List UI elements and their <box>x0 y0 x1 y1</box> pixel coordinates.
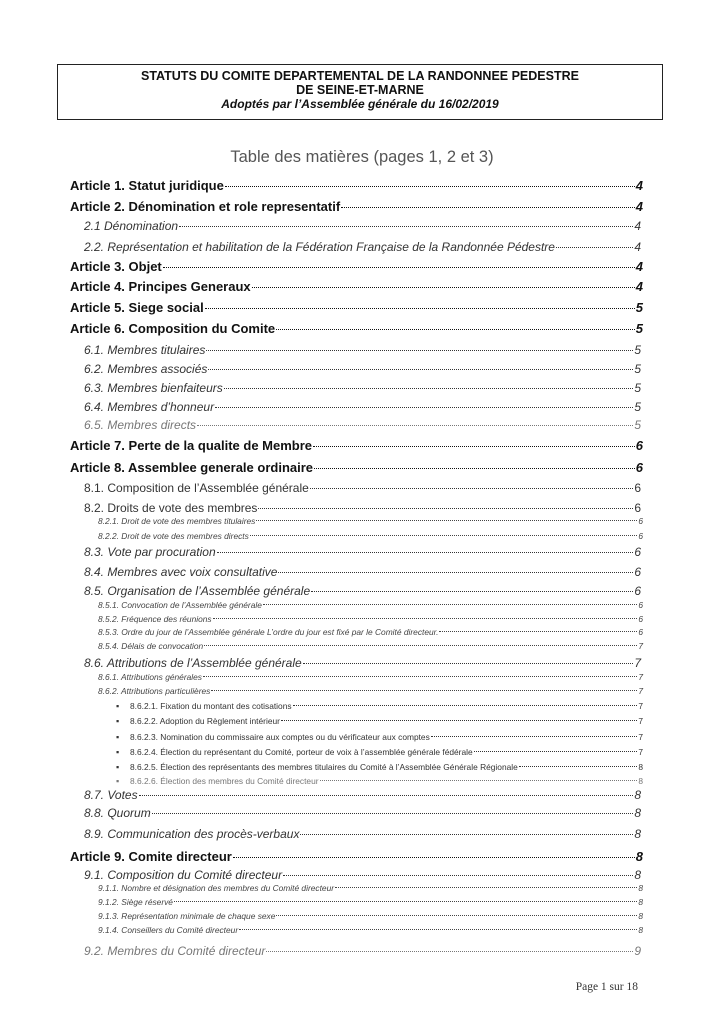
toc-entry-page: 8 <box>634 827 641 841</box>
dot-leader <box>204 645 637 646</box>
toc-entry[interactable] <box>70 279 643 294</box>
dot-leader <box>233 857 635 858</box>
toc-entry-page: 8 <box>634 806 641 820</box>
toc-entry-page: 6 <box>634 501 641 515</box>
toc-entry-page: 8 <box>638 925 643 935</box>
bullet-icon: ▪ <box>116 732 120 742</box>
dot-leader <box>197 425 633 426</box>
toc-entry-page: 8 <box>634 788 641 802</box>
toc-entry-page: 5 <box>634 362 641 376</box>
toc-entry[interactable] <box>98 516 643 526</box>
toc-entry-page: 8 <box>638 883 643 893</box>
toc-entry[interactable] <box>70 849 643 864</box>
toc-entry[interactable] <box>84 868 641 882</box>
toc-entry-title: 8.5.2. Fréquence des réunions <box>98 614 212 624</box>
dot-leader <box>293 705 638 706</box>
dot-leader <box>439 631 637 632</box>
dot-leader <box>174 901 637 902</box>
dot-leader <box>152 813 634 814</box>
toc-entry-title: 8.6.1. Attributions générales <box>98 672 202 682</box>
toc-entry-title: 9.1.2. Siège réservé <box>98 897 173 907</box>
toc-entry-page: 6 <box>638 531 643 541</box>
toc-entry-title: 8.6.2.3. Nomination du commissaire aux comptes ou du vérificateur aux comptes <box>130 732 430 742</box>
toc-entry[interactable] <box>116 716 643 726</box>
toc-entry-page: 5 <box>634 400 641 414</box>
dot-leader <box>215 407 633 408</box>
toc-entry[interactable] <box>116 701 643 711</box>
dot-leader <box>239 929 637 930</box>
toc-entry-title: 8.7. Votes <box>84 788 138 802</box>
toc-entry-page: 4 <box>635 178 643 193</box>
toc-entry-page: 7 <box>638 747 643 757</box>
toc-entry[interactable] <box>98 641 643 651</box>
toc-entry-title: Article 2. Dénomination et role representatif <box>70 199 341 214</box>
toc-entry-title: 8.8. Quorum <box>84 806 151 820</box>
dot-leader <box>283 875 633 876</box>
dot-leader <box>314 468 635 469</box>
dot-leader <box>258 508 633 509</box>
toc-entry-page: 6 <box>638 516 643 526</box>
toc-entry-title: 9.2. Membres du Comité directeur <box>84 944 266 958</box>
dot-leader <box>217 552 634 553</box>
toc-entry-title: Article 6. Composition du Comite <box>70 321 276 336</box>
dot-leader <box>276 915 637 916</box>
toc-entry[interactable] <box>84 362 641 376</box>
toc-entry[interactable] <box>98 883 643 893</box>
toc-entry-title: 8.1. Composition de l’Assemblée générale <box>84 481 309 495</box>
toc-entry[interactable] <box>84 545 641 559</box>
toc-entry-page: 5 <box>635 321 643 336</box>
toc-entry-page: 6 <box>638 614 643 624</box>
toc-entry-title: 8.6.2.2. Adoption du Règlement intérieur <box>130 716 280 726</box>
toc-entry[interactable] <box>84 219 641 233</box>
toc-entry[interactable] <box>84 240 641 254</box>
dot-leader <box>281 720 637 721</box>
dot-leader <box>224 388 634 389</box>
toc-entry-page: 5 <box>635 300 643 315</box>
dot-leader <box>474 751 638 752</box>
toc-entry-title: Article 3. Objet <box>70 259 162 274</box>
toc-entry[interactable] <box>70 199 643 214</box>
toc-entry-title: 8.5. Organisation de l’Assemblée générale <box>84 584 311 598</box>
toc-entry[interactable] <box>98 925 643 935</box>
toc-entry[interactable] <box>70 321 643 336</box>
toc-entry-title: 8.9. Communication des procès-verbaux <box>84 827 300 841</box>
dot-leader <box>335 887 637 888</box>
toc-entry-title: 8.6.2.4. Élection du représentant du Comité, porteur de voix à l’assemblée générale fédérale <box>130 747 473 757</box>
toc-entry-title: 8.4. Membres avec voix consultative <box>84 565 278 579</box>
toc-entry-page: 6 <box>634 545 641 559</box>
toc-entry[interactable] <box>70 178 643 193</box>
toc-entry-page: 6 <box>638 627 643 637</box>
toc-entry-page: 4 <box>634 219 641 233</box>
toc-entry-title: Article 9. Comite directeur <box>70 849 232 864</box>
header-adoption-date: Adoptés par l’Assemblée générale du 16/02/2019 <box>221 97 499 111</box>
toc-entry-page: 6 <box>634 584 641 598</box>
dot-leader <box>225 186 635 187</box>
toc-entry[interactable] <box>98 672 643 682</box>
toc-entry[interactable] <box>84 584 641 598</box>
toc-entry[interactable] <box>70 300 643 315</box>
toc-entry-title: 8.6.2.1. Fixation du montant des cotisations <box>130 701 292 711</box>
dot-leader <box>203 676 637 677</box>
toc-entry-page: 7 <box>638 672 643 682</box>
dot-leader <box>303 663 634 664</box>
toc-entry-title: 8.5.4. Délais de convocation <box>98 641 204 651</box>
dot-leader <box>256 520 637 521</box>
toc-entry-title: Article 8. Assemblee generale ordinaire <box>70 460 314 475</box>
toc-entry-title: Article 7. Perte de la qualite de Membre <box>70 438 313 453</box>
toc-entry-page: 4 <box>635 199 643 214</box>
bullet-icon: ▪ <box>116 762 120 772</box>
toc-entry-page: 6 <box>634 565 641 579</box>
toc-entry-page: 7 <box>638 686 643 696</box>
bullet-icon: ▪ <box>116 716 120 726</box>
toc-entry[interactable] <box>98 627 643 637</box>
toc-entry-page: 4 <box>634 240 641 254</box>
toc-entry-title: 8.3. Vote par procuration <box>84 545 216 559</box>
toc-entry[interactable] <box>84 944 641 958</box>
dot-leader <box>310 488 634 489</box>
dot-leader <box>252 287 635 288</box>
toc-title: Table des matières (pages 1, 2 et 3) <box>230 148 494 166</box>
toc-entry-page: 9 <box>634 944 641 958</box>
toc-entry-page: 7 <box>638 732 643 742</box>
bullet-icon: ▪ <box>116 776 120 786</box>
toc-entry-title: 9.1.3. Représentation minimale de chaque sexe <box>98 911 276 921</box>
dot-leader <box>211 690 637 691</box>
toc-entry-page: 7 <box>638 701 643 711</box>
toc-entry-title: 8.6.2.6. Élection des membres du Comité directeur <box>130 776 319 786</box>
toc-entry[interactable] <box>98 911 643 921</box>
toc-entry-title: 2.2. Représentation et habilitation de la Fédération Française de la Randonnée Pédestre <box>84 240 555 254</box>
toc-entry[interactable] <box>116 776 643 786</box>
toc-entry-title: 6.5. Membres directs <box>84 418 197 432</box>
dot-leader <box>556 247 633 248</box>
toc-entry[interactable] <box>84 501 641 515</box>
dot-leader <box>300 834 633 835</box>
toc-entry-title: Article 4. Principes Generaux <box>70 279 251 294</box>
dot-leader <box>276 329 635 330</box>
toc-entry[interactable] <box>84 656 641 670</box>
dot-leader <box>163 267 635 268</box>
toc-entry-page: 5 <box>634 343 641 357</box>
toc-entry-page: 5 <box>634 381 641 395</box>
toc-entry[interactable] <box>84 343 641 357</box>
toc-entry[interactable] <box>98 614 643 624</box>
toc-entry[interactable] <box>116 732 643 742</box>
bullet-icon: ▪ <box>116 747 120 757</box>
toc-entry[interactable] <box>116 747 643 757</box>
toc-entry-title: 9.1.4. Conseillers du Comité directeur <box>98 925 239 935</box>
toc-entry-page: 8 <box>635 849 643 864</box>
toc-entry-title: 6.3. Membres bienfaiteurs <box>84 381 223 395</box>
toc-entry-title: 9.1.1. Nombre et désignation des membres du Comité directeur <box>98 883 335 893</box>
toc-entry-page: 8 <box>638 762 643 772</box>
toc-entry-title: 6.4. Membres d’honneur <box>84 400 215 414</box>
toc-entry-page: 7 <box>634 656 641 670</box>
toc-entry[interactable] <box>84 788 641 802</box>
toc-entry-page: 6 <box>635 460 643 475</box>
dot-leader <box>139 795 634 796</box>
toc-entry-title: 8.6. Attributions de l’Assemblée générale <box>84 656 302 670</box>
bullet-icon: ▪ <box>116 701 120 711</box>
toc-entry[interactable] <box>84 827 641 841</box>
dot-leader <box>313 446 635 447</box>
toc-entry-page: 7 <box>638 641 643 651</box>
toc-entry[interactable] <box>84 400 641 414</box>
toc-entry-page: 8 <box>638 897 643 907</box>
dot-leader <box>250 535 638 536</box>
toc-entry-title: 8.2.1. Droit de vote des membres titulaires <box>98 516 256 526</box>
toc-entry-page: 6 <box>634 481 641 495</box>
toc-entry[interactable] <box>98 897 643 907</box>
dot-leader <box>206 350 633 351</box>
toc-entry-title: 8.6.2. Attributions particulières <box>98 686 211 696</box>
dot-leader <box>341 207 635 208</box>
toc-entry[interactable] <box>84 806 641 820</box>
toc-entry[interactable] <box>70 259 643 274</box>
dot-leader <box>263 604 637 605</box>
toc-entry-page: 8 <box>638 911 643 921</box>
toc-entry-title: 2.1 Dénomination <box>84 219 179 233</box>
dot-leader <box>179 226 633 227</box>
toc-entry-title: 9.1. Composition du Comité directeur <box>84 868 283 882</box>
dot-leader <box>431 736 638 737</box>
toc-entry-page: 4 <box>635 259 643 274</box>
toc-entry-title: 8.5.3. Ordre du jour de l’Assemblée générale L’ordre du jour est fixé par le Comité directeur. <box>98 627 439 637</box>
toc-entry-title: Article 1. Statut juridique <box>70 178 224 193</box>
dot-leader <box>208 369 633 370</box>
toc-entry[interactable] <box>98 686 643 696</box>
toc-entry-title: 8.2.2. Droit de vote des membres directs <box>98 531 249 541</box>
header-title-line1: STATUTS DU COMITE DEPARTEMENTAL DE LA RANDONNEE PEDESTRE <box>141 69 579 83</box>
page-number: Page 1 sur 18 <box>575 981 638 993</box>
toc-entry[interactable] <box>84 481 641 495</box>
dot-leader <box>278 572 633 573</box>
toc-entry-title: 8.2. Droits de vote des membres <box>84 501 258 515</box>
toc-entry[interactable] <box>98 600 643 610</box>
dot-leader <box>311 591 633 592</box>
toc-entry[interactable] <box>70 460 643 475</box>
toc-entry-page: 8 <box>638 776 643 786</box>
toc-entry-page: 8 <box>634 868 641 882</box>
dot-leader <box>266 951 633 952</box>
dot-leader <box>519 766 638 767</box>
toc-entry[interactable] <box>84 565 641 579</box>
dot-leader <box>205 308 635 309</box>
toc-entry-title: 6.1. Membres titulaires <box>84 343 206 357</box>
toc-entry[interactable] <box>98 531 643 541</box>
toc-entry-title: 6.2. Membres associés <box>84 362 208 376</box>
toc-entry-title: 8.6.2.5. Élection des représentants des membres titulaires du Comité à l’Assemblée Générale Régionale <box>130 762 518 772</box>
toc-entry[interactable] <box>84 418 641 432</box>
toc-entry[interactable] <box>84 381 641 395</box>
header-title-line2: DE SEINE-ET-MARNE <box>296 83 424 97</box>
toc-entry-page: 7 <box>638 716 643 726</box>
toc-entry-title: Article 5. Siege social <box>70 300 204 315</box>
toc-entry[interactable] <box>116 762 643 772</box>
toc-entry-page: 6 <box>638 600 643 610</box>
toc-entry-page: 6 <box>635 438 643 453</box>
dot-leader <box>213 618 638 619</box>
toc-entry-title: 8.5.1. Convocation de l’Assemblée générale <box>98 600 262 610</box>
toc-entry-page: 5 <box>634 418 641 432</box>
toc-entry-page: 4 <box>635 279 643 294</box>
dot-leader <box>320 780 638 781</box>
toc-entry[interactable] <box>70 438 643 453</box>
